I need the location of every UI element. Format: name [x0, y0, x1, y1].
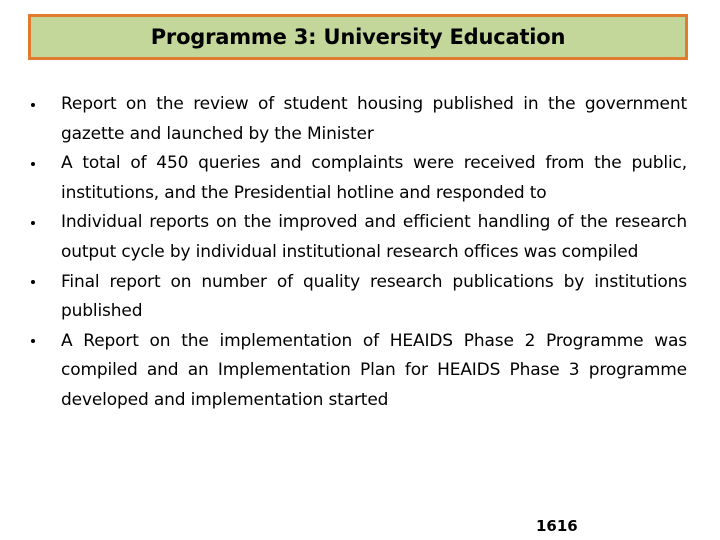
- bullet-list: [0, 90, 720, 416]
- bullet-item: [0, 149, 687, 208]
- bullet-item: [0, 90, 687, 149]
- bullet-icon: [31, 280, 35, 284]
- bullet-text: Individual reports on the improved and efficient handling of the research output cycle by individual institutional research offices was compiled: [61, 212, 687, 262]
- title-banner: [28, 14, 688, 60]
- bullet-icon: [31, 162, 35, 166]
- slide-title: Programme 3: University Education: [150, 25, 566, 49]
- page-number: 1616: [536, 517, 578, 535]
- bullet-text: Report on the review of student housing published in the government gazette and launched by the Minister: [61, 94, 687, 144]
- bullet-icon: [31, 103, 35, 107]
- bullet-text: A Report on the implementation of HEAIDS Phase 2 Programme was compiled and an Implementation Plan for HEAIDS Phase 3 programme developed and implementation started: [61, 330, 687, 410]
- bullet-item: [0, 208, 687, 267]
- bullet-item: [0, 327, 687, 416]
- bullet-icon: [31, 339, 35, 343]
- bullet-icon: [31, 221, 35, 225]
- bullet-text: Final report on number of quality research publications by institutions published: [61, 271, 687, 322]
- bullet-text: A total of 450 queries and complaints were received from the public, institutions, and the Presidential hotline and responded to: [61, 153, 687, 203]
- bullet-item: [0, 268, 687, 327]
